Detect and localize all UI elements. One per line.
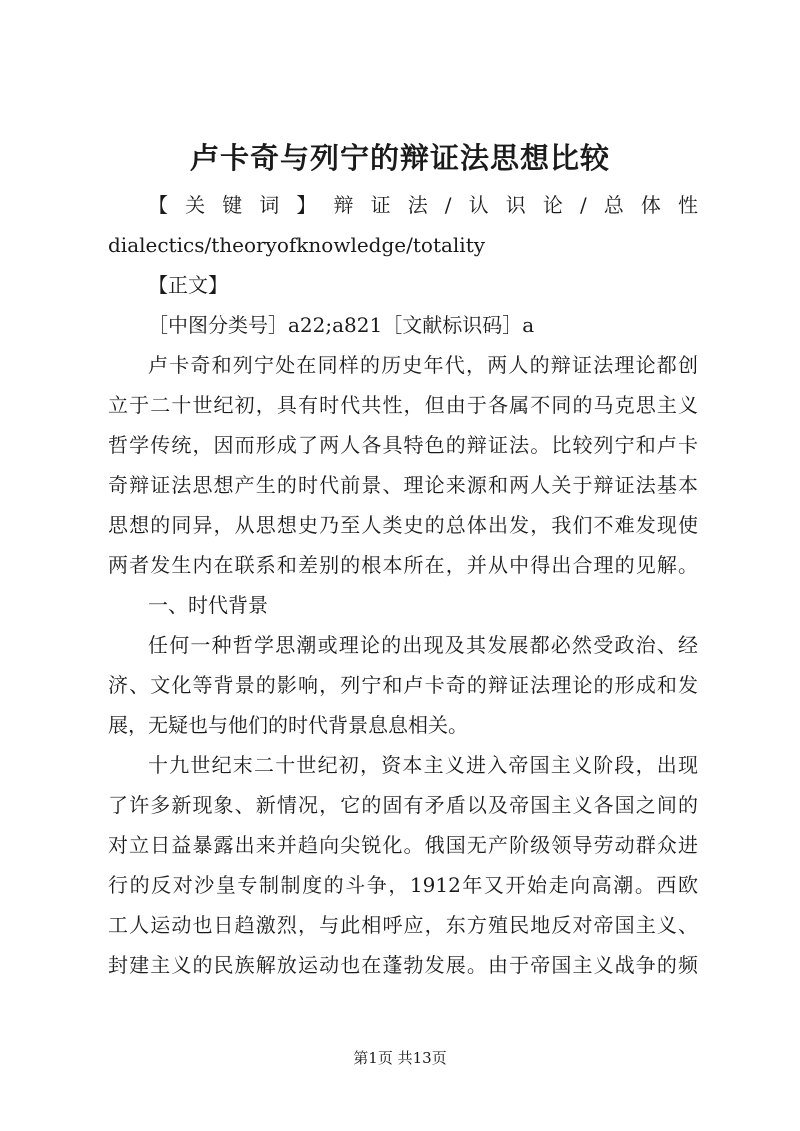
paragraph-line: 两者发生内在联系和差别的根本所在，并从中得出合理的见解。 xyxy=(108,553,698,577)
paragraph-line: 工人运动也日趋激烈，与此相呼应，东方殖民地反对帝国主义、 xyxy=(108,913,698,937)
body-marker: 【正文】 xyxy=(148,273,228,297)
page-title: 卢卡奇与列宁的辩证法思想比较 xyxy=(189,141,610,175)
paragraph-line: 任何一种哲学思潮或理论的出现及其发展都必然受政治、经 xyxy=(148,633,698,657)
paragraph-line: 展，无疑也与他们的时代背景息息相关。 xyxy=(108,713,468,737)
paragraph-line: 十九世纪末二十世纪初，资本主义进入帝国主义阶段，出现 xyxy=(148,753,698,777)
paragraph-line: 行的反对沙皇专制制度的斗争，1912年又开始走向高潮。西欧 xyxy=(108,873,698,897)
document-body xyxy=(108,185,698,985)
paragraph-line: 哲学传统，因而形成了两人各具特色的辩证法。比较列宁和卢卡 xyxy=(108,433,698,457)
paragraph-background xyxy=(108,625,698,745)
paragraph-line: 封建主义的民族解放运动也在蓬勃发展。由于帝国主义战争的频 xyxy=(108,953,698,977)
paragraph-intro xyxy=(108,345,698,585)
paragraph-line: 思想的同异，从思想史乃至人类史的总体出发，我们不难发现使 xyxy=(108,513,698,537)
paragraph-history xyxy=(108,745,698,985)
paragraph-line: 立于二十世纪初，具有时代共性，但由于各属不同的马克思主义 xyxy=(108,393,698,417)
keywords-line: 【关键词】辩证法/认识论/总体性 xyxy=(148,193,698,217)
section-heading: 一、时代背景 xyxy=(148,593,268,617)
paragraph-line: 了许多新现象、新情况，它的固有矛盾以及帝国主义各国之间的 xyxy=(108,793,698,817)
classification-line: ［中图分类号］a22;a821［文献标识码］a xyxy=(148,313,535,337)
paragraph-line: 济、文化等背景的影响，列宁和卢卡奇的辩证法理论的形成和发 xyxy=(108,673,698,697)
paragraph-line: 奇辩证法思想产生的时代前景、理论来源和两人关于辩证法基本 xyxy=(108,473,698,497)
keywords-english-line: dialectics/theoryofknowledge/totality xyxy=(108,233,486,257)
page-footer: 第1页 共13页 xyxy=(353,1049,447,1067)
paragraph-line: 卢卡奇和列宁处在同样的历史年代，两人的辩证法理论都创 xyxy=(148,353,698,377)
paragraph-line: 对立日益暴露出来并趋向尖锐化。俄国无产阶级领导劳动群众进 xyxy=(108,833,698,857)
